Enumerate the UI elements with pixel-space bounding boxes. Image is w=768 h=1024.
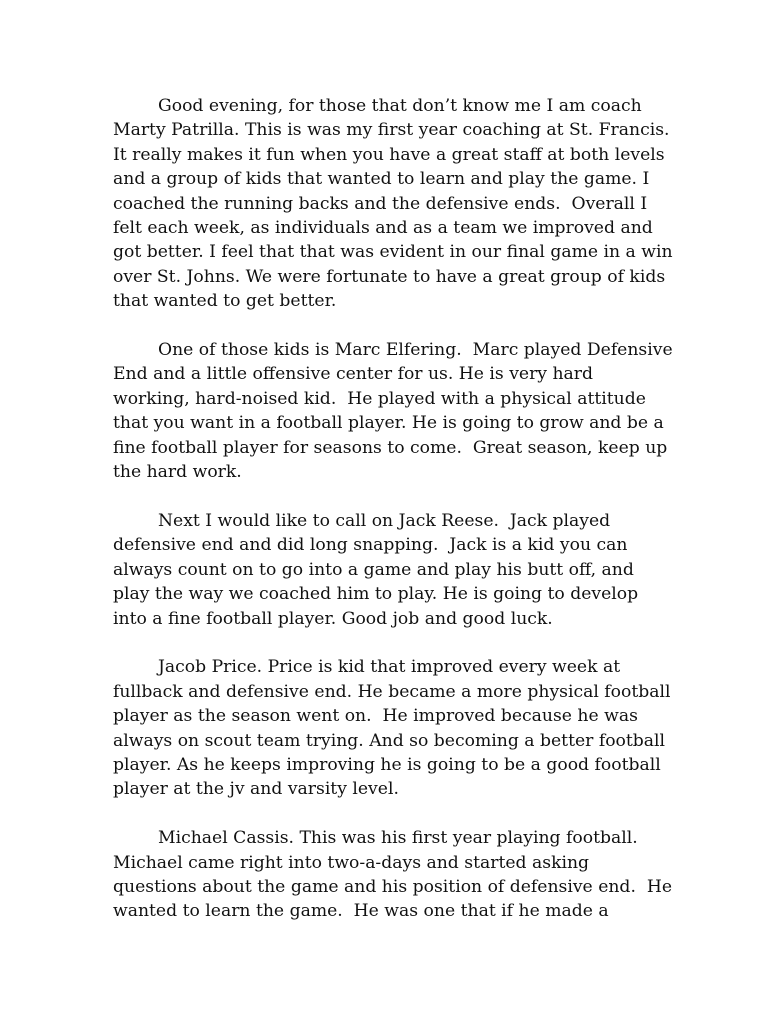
text-line: Marty Patrilla. This is was my first year coaching at St. Francis. (113, 120, 670, 141)
paragraph-intro (113, 94, 673, 314)
text-line: Next I would like to call on Jack Reese. Jack played (158, 510, 611, 531)
text-line: felt each week, as individuals and as a team we improved and (113, 218, 653, 239)
text-line: fullback and defensive end. He became a more physical football (113, 681, 671, 702)
text-line: Jacob Price. Price is kid that improved every week at (158, 657, 621, 678)
text-line: Michael Cassis. This was his first year playing football. (158, 828, 638, 849)
paragraph-michael-cassis (113, 826, 672, 924)
text-line: got better. I feel that that was evident in our final game in a win (113, 242, 673, 263)
text-line: working, hard-noised kid. He played with a physical attitude (113, 388, 646, 409)
text-line: It really makes it fun when you have a great staff at both levels (113, 144, 665, 165)
text-line: that wanted to get better. (113, 291, 337, 312)
text-line: defensive end and did long snapping. Jack is a kid you can (113, 535, 628, 556)
text-line: player at the jv and varsity level. (113, 779, 399, 800)
text-line: Michael came right into two-a-days and started asking (113, 852, 590, 873)
text-line: play the way we coached him to play. He is going to develop (113, 584, 639, 605)
text-line: coached the running backs and the defensive ends. Overall I (113, 193, 648, 214)
text-line: player. As he keeps improving he is going to be a good football (113, 754, 661, 775)
text-line: questions about the game and his position of defensive end. He (113, 876, 672, 897)
text-line: always count on to go into a game and play his butt off, and (113, 559, 634, 580)
text-line: player as the season went on. He improved because he was (113, 706, 638, 727)
text-line: wanted to learn the game. He was one that if he made a (113, 901, 609, 922)
paragraph-marc-elfering (113, 338, 673, 484)
text-line: always on scout team trying. And so becoming a better football (113, 730, 666, 751)
paragraph-jacob-price (113, 655, 671, 801)
paragraph-jack-reese (113, 509, 658, 631)
text-line: and a group of kids that wanted to learn and play the game. I (113, 169, 650, 190)
text-line: fine football player for seasons to come. Great season, keep up (113, 437, 668, 458)
text-line: the hard work. (113, 462, 242, 483)
text-line: that you want in a football player. He is going to grow and be a (113, 413, 664, 434)
text-line: over St. Johns. We were fortunate to have a great group of kids (113, 266, 666, 287)
text-line: End and a little offensive center for us. He is very hard (113, 364, 594, 385)
text-line: One of those kids is Marc Elfering. Marc played Defensive (158, 340, 673, 361)
document-page (113, 94, 673, 948)
text-line: into a fine football player. Good job and good luck. (113, 608, 553, 629)
text-line: Good evening, for those that don’t know me I am coach (158, 96, 642, 116)
